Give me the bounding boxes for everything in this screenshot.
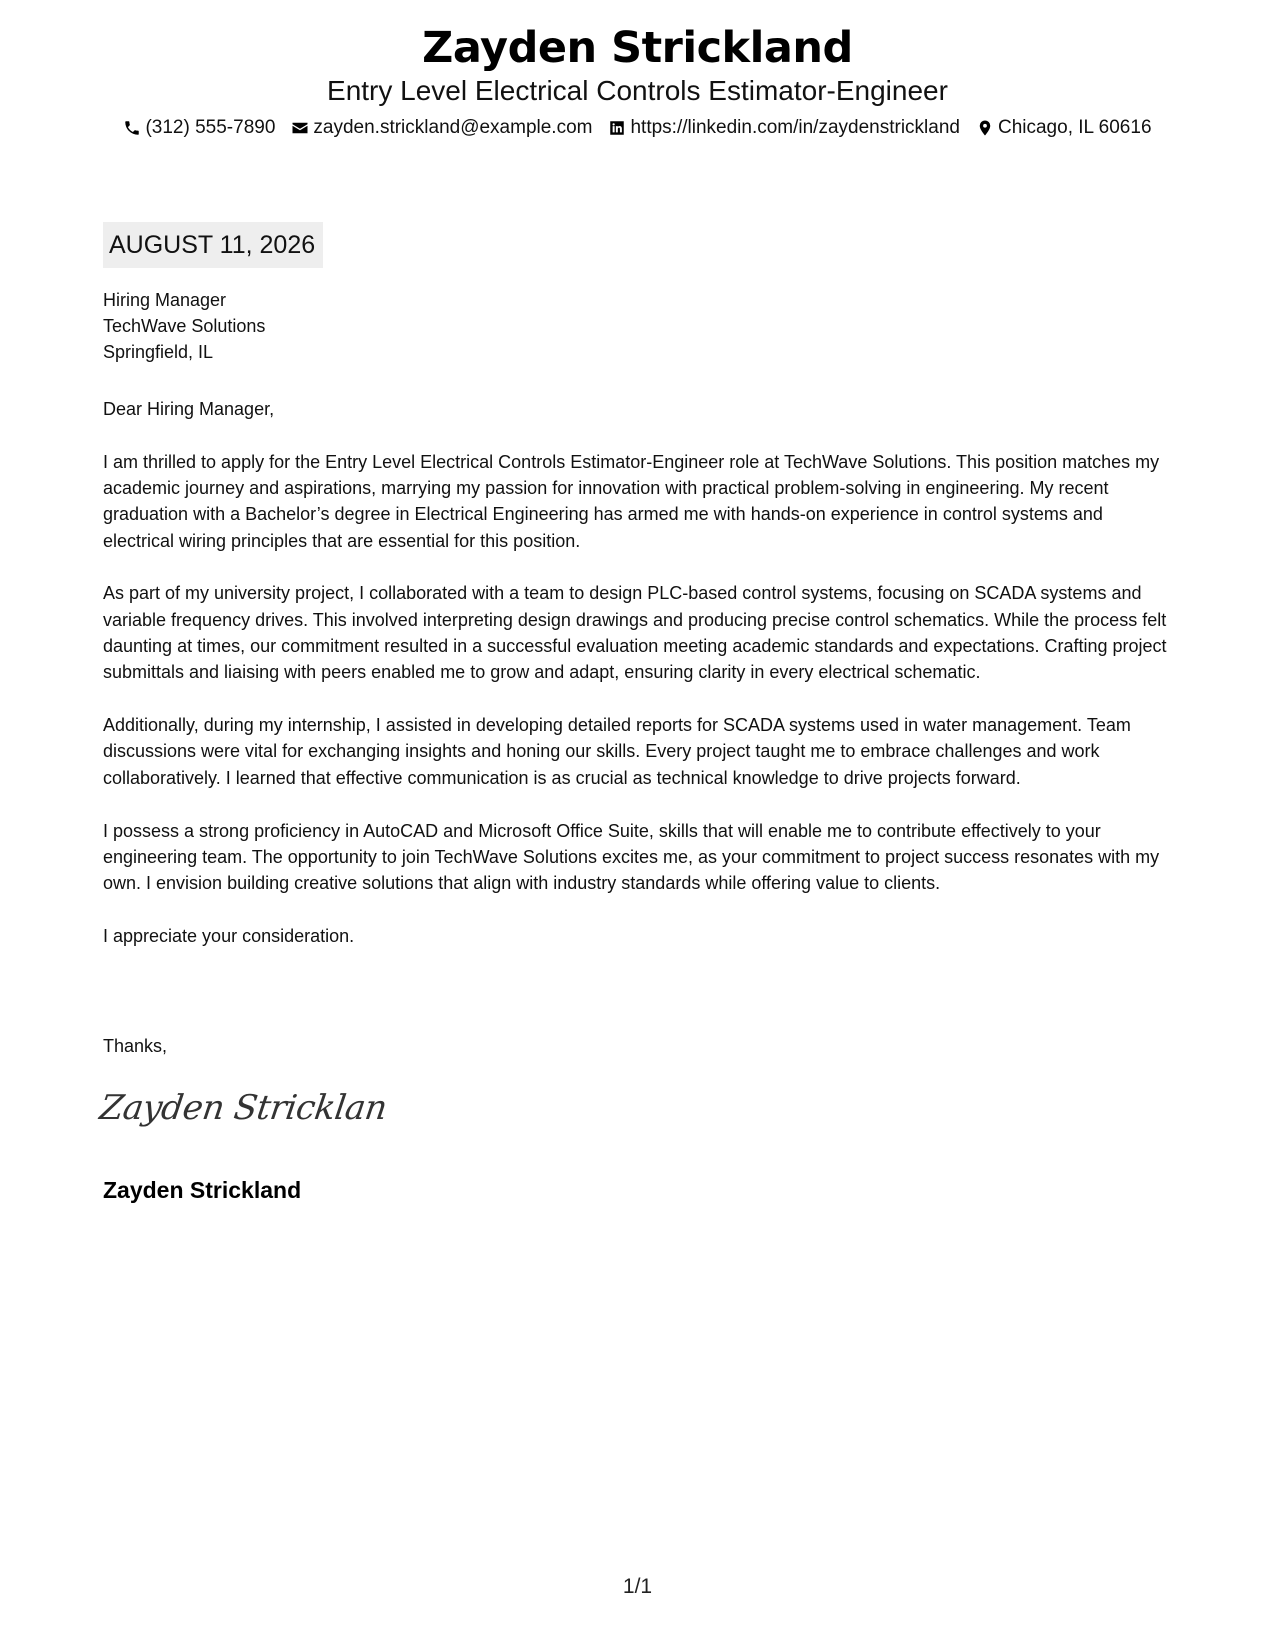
paragraph: I possess a strong proficiency in AutoCAD and Microsoft Office Suite, skills that will enable me to contribute effectively to your engineering team. The opportunity to join TechWave Solutions excites me, as your commitment to project success resonates with my own. I envision building creative solutions that align with industry standards while offering value to clients. (103, 820, 1160, 894)
paragraph: Additionally, during my internship, I assisted in developing detailed reports for SCADA systems used in water management. Team discussions were vital for exchanging insights and honing our skills. Every project taught me to embrace challenges and work collaboratively. I learned that effective communication is as crucial as technical knowledge to drive projects forward. (103, 715, 1131, 788)
page-number: 1/1 (622, 1575, 653, 1598)
letter-header (0, 22, 1275, 140)
email-address[interactable]: zayden.strickland@example.com (313, 117, 593, 138)
paragraph: I appreciate your consideration. (103, 925, 355, 946)
envelope-icon (291, 119, 309, 137)
contact-phone (123, 116, 275, 140)
salutation: Dear Hiring Manager, (103, 399, 275, 419)
paragraph: I am thrilled to apply for the Entry Level Electrical Controls Estimator-Engineer role at TechWave Solutions. This position matches my academic journey and aspirations, marrying my passion for innovation with practical problem-solving in engineering. My recent graduation with a Bachelor’s degree in Electrical Engineering has armed me with hands-on experience in control systems and electrical wiring principles that are essential for this position. (103, 451, 1160, 551)
phone-icon (123, 119, 141, 137)
recipient-block (103, 287, 265, 365)
contact-location (976, 116, 1152, 140)
job-title: Entry Level Electrical Controls Estimator-Engineer (327, 75, 948, 106)
contact-email[interactable] (291, 116, 592, 140)
linkedin-url[interactable]: https://linkedin.com/in/zaydenstrickland (630, 117, 960, 138)
paragraph: As part of my university project, I collaborated with a team to design PLC-based control systems, focusing on SCADA systems and variable frequency drives. This involved interpreting design drawings and producing precise control schematics. While the process felt daunting at times, our commitment resulted in a successful evaluation meeting academic standards and expectations. Crafting project submittals and liaising with peers enabled me to grow and adapt, ensuring clarity in every electrical schematic. (103, 583, 1167, 683)
contact-bar (0, 116, 1275, 140)
letter-body (103, 396, 1173, 976)
signed-name: Zayden Strickland (103, 1177, 302, 1203)
recipient-location: Springfield, IL (103, 342, 214, 362)
applicant-name: Zayden Strickland (422, 23, 853, 73)
linkedin-icon (608, 119, 626, 137)
map-pin-icon (976, 119, 994, 137)
location-text: Chicago, IL 60616 (997, 117, 1152, 138)
phone-number: (312) 555-7890 (145, 117, 276, 138)
recipient-company: TechWave Solutions (103, 316, 266, 336)
closing: Thanks, (103, 1036, 168, 1056)
handwritten-signature: Zayden Stricklan (97, 1088, 390, 1128)
letter-date: AUGUST 11, 2026 (103, 222, 323, 268)
contact-linkedin[interactable] (608, 116, 960, 140)
recipient-title: Hiring Manager (103, 290, 227, 310)
